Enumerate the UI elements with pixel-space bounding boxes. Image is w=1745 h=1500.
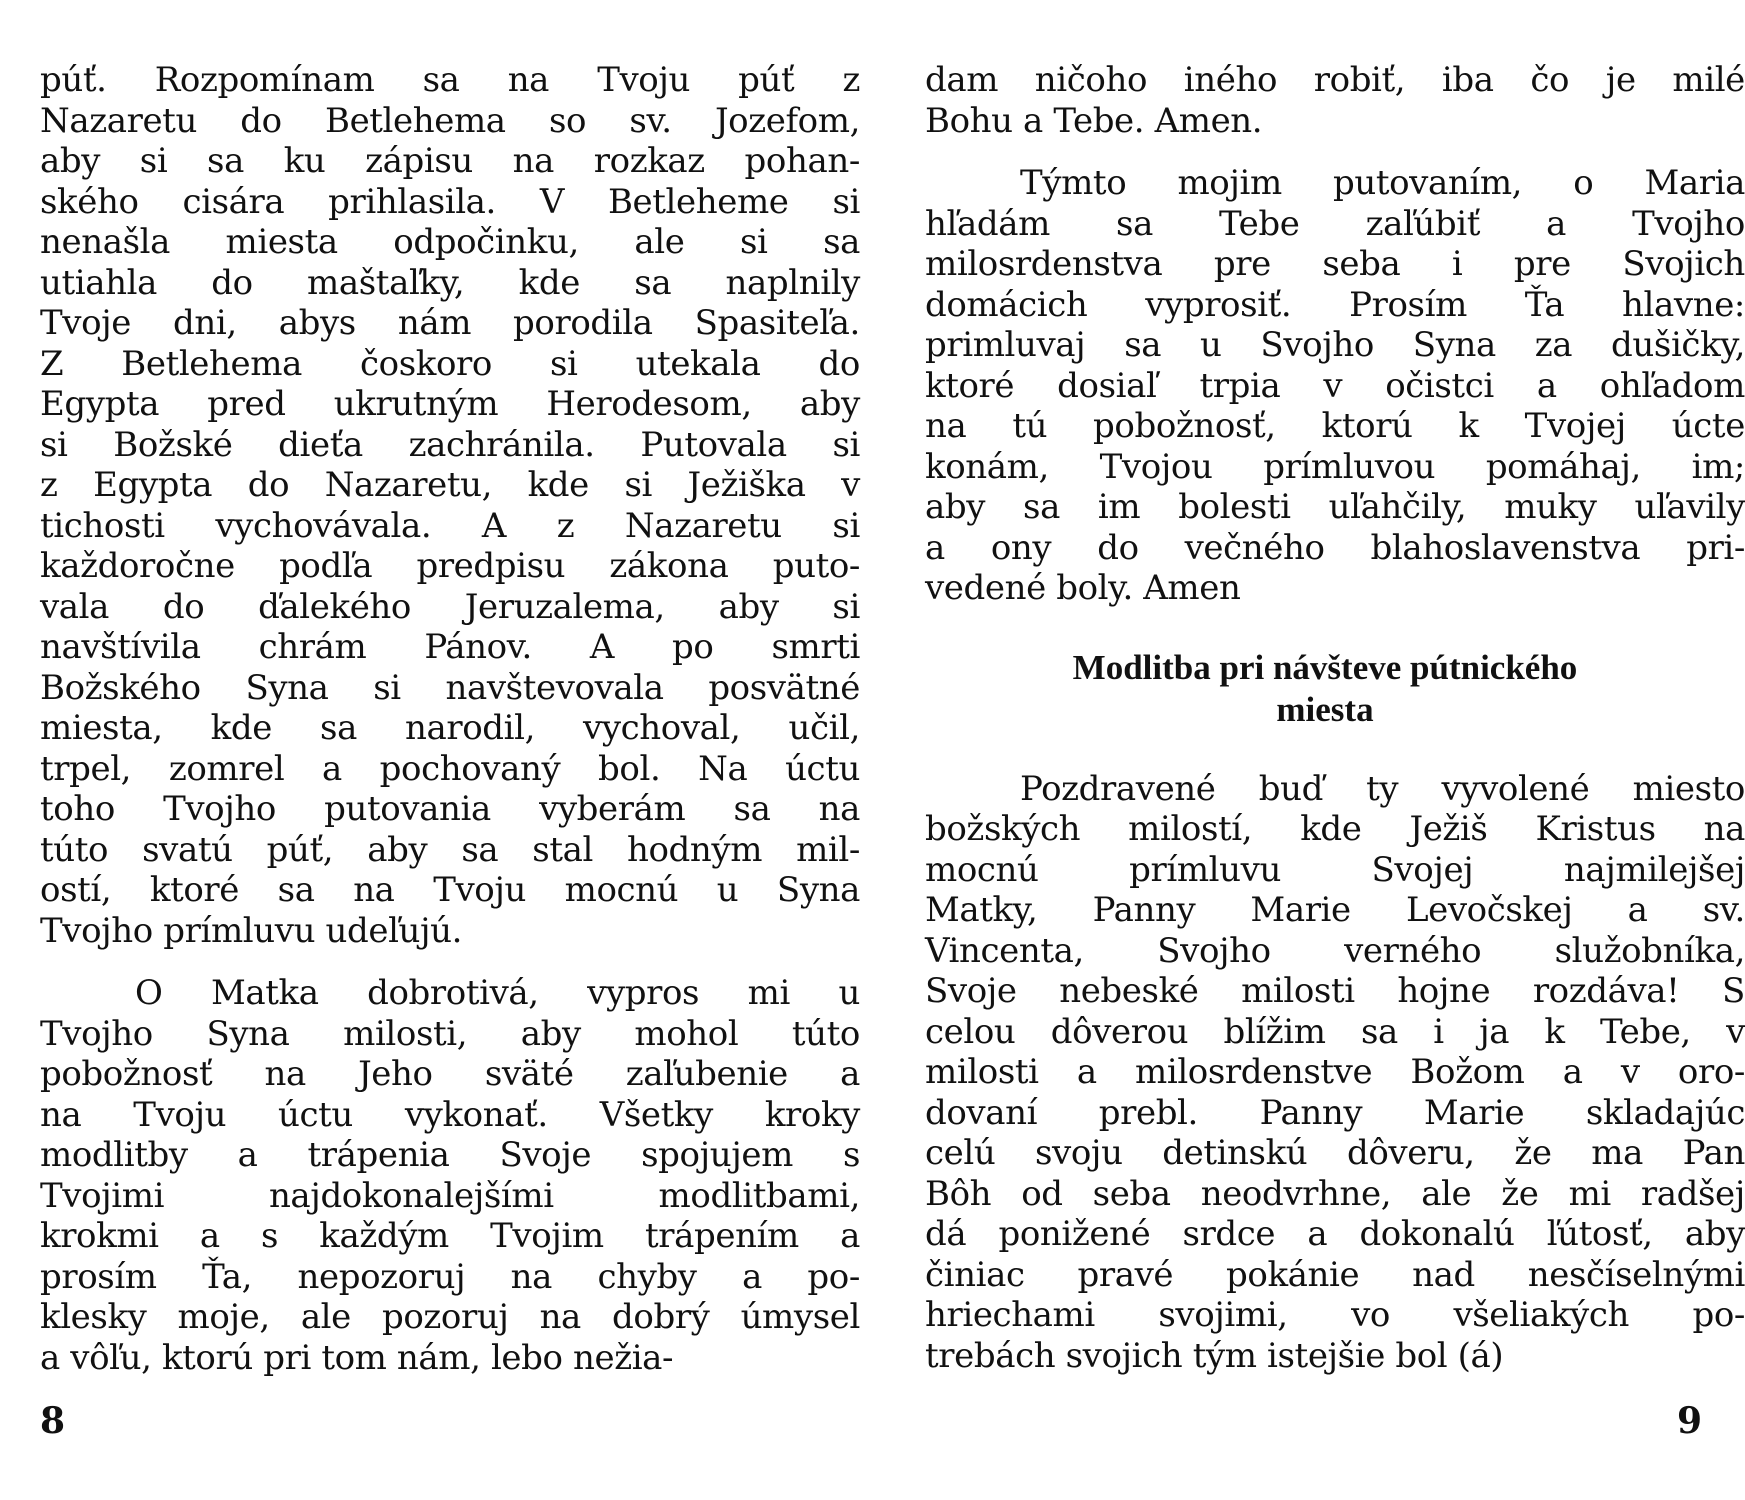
text-line: konám, Tvojou prímluvou pomáhaj, im;: [925, 446, 1745, 487]
text-line: klesky moje, ale pozoruj na dobrý úmysel: [40, 1297, 860, 1337]
text-line: Týmto mojim putovaním, o Maria: [1020, 163, 1745, 203]
right-paragraph-1: [925, 60, 1745, 163]
text-line: Egypta pred ukrutným Herodesom, aby: [40, 384, 860, 424]
text-line: Tvoje dni, abys nám porodila Spasiteľa.: [40, 303, 860, 343]
text-line: aby sa im bolesti uľahčily, muky uľavily: [925, 487, 1745, 527]
text-line: dá ponižené srdce a dokonalú ľútosť, aby: [925, 1214, 1745, 1254]
text-line: O Matka dobrotivá, vypros mi u: [135, 973, 860, 1013]
text-line: Tvojimi najdokonalejšími modlitbami,: [40, 1175, 860, 1216]
text-line: navštívila chrám Pánov. A po smrti: [40, 627, 860, 667]
text-line: Z Betlehema čoskoro si utekala do: [40, 343, 860, 384]
text-line: na Tvoju úctu vykonať. Všetky kroky: [40, 1094, 860, 1135]
text-line: Božského Syna si navštevovala posvätné: [40, 667, 860, 708]
page-number-left: 8: [40, 1400, 66, 1442]
section-heading-line-2: miesta: [1276, 689, 1374, 729]
text-line: ktoré dosiaľ trpia v očistci a ohľadom: [925, 365, 1745, 406]
section-heading: [925, 647, 1725, 731]
text-line: ostí, ktoré sa na Tvoju mocnú u Syna: [40, 870, 860, 910]
text-line: vedené boly. Amen: [925, 568, 1241, 608]
text-line: pobožnosť na Jeho sväté zaľubenie a: [40, 1054, 860, 1094]
text-line: hriechami svojimi, vo všeliakých po-: [925, 1295, 1745, 1335]
text-line: Bôh od seba neodvrhne, ale že mi radšej: [925, 1173, 1745, 1214]
right-page: [925, 60, 1745, 1376]
text-line: Nazaretu do Betlehema so sv. Jozefom,: [40, 100, 860, 141]
text-line: Svoje nebeské milosti hojne rozdáva! S: [925, 971, 1745, 1011]
section-heading-line-1: Modlitba pri návšteve pútnického: [1072, 647, 1578, 687]
text-line: krokmi a s každým Tvojim trápením a: [40, 1216, 860, 1256]
text-line: Bohu a Tebe. Amen.: [925, 100, 1263, 141]
text-line: Pozdravené buď ty vyvolené miesto: [1020, 768, 1745, 809]
text-line: činiac pravé pokánie nad nesčíselnými: [925, 1254, 1745, 1295]
text-line: Tvojho prímluvu udeľujú.: [40, 910, 463, 951]
text-line: a ony do večného blahoslavenstva pri-: [925, 527, 1745, 568]
text-line: z Egypta do Nazaretu, kde si Ježiška v: [40, 465, 860, 505]
left-paragraph-2: [40, 973, 860, 1378]
text-line: celú svoju detinskú dôveru, že ma Pan: [925, 1133, 1745, 1173]
text-line: Matky, Panny Marie Levočskej a sv.: [925, 890, 1745, 930]
right-paragraph-2: [925, 163, 1745, 609]
text-line: modlitby a trápenia Svoje spojujem s: [40, 1135, 860, 1175]
text-line: a vôľu, ktorú pri tom nám, lebo nežia-: [40, 1337, 674, 1378]
text-line: nenašla miesta odpočinku, ale si sa: [40, 222, 860, 262]
text-line: si Božské dieťa zachránila. Putovala si: [40, 424, 860, 465]
text-line: miesta, kde sa narodil, vychoval, učil,: [40, 708, 860, 748]
left-paragraph-1: [40, 60, 860, 973]
text-line: túto svatú púť, aby sa stal hodným mil-: [40, 829, 860, 870]
right-paragraph-3: [925, 769, 1745, 1377]
text-line: aby si sa ku zápisu na rozkaz pohan-: [40, 141, 860, 181]
text-line: primluvaj sa u Svojho Syna za dušičky,: [925, 325, 1745, 365]
text-line: utiahla do maštaľky, kde sa naplnily: [40, 262, 860, 303]
text-line: hľadám sa Tebe zaľúbiť a Tvojho: [925, 203, 1745, 244]
text-line: milosti a milosrdenstve Božom a v oro-: [925, 1052, 1745, 1092]
text-line: dam ničoho iného robiť, iba čo je milé: [925, 60, 1745, 100]
text-line: domácich vyprosiť. Prosím Ťa hlavne:: [925, 284, 1745, 325]
text-line: na tú pobožnosť, ktorú k Tvojej úcte: [925, 406, 1745, 446]
text-line: trpel, zomrel a pochovaný bol. Na úctu: [40, 748, 860, 789]
text-line: mocnú prímluvu Svojej najmilejšej: [925, 849, 1745, 890]
text-line: vala do ďalekého Jeruzalema, aby si: [40, 586, 860, 627]
text-line: Tvojho Syna milosti, aby mohol túto: [40, 1013, 860, 1054]
text-line: každoročne podľa predpisu zákona puto-: [40, 546, 860, 586]
page-number-right: 9: [1677, 1400, 1703, 1442]
text-line: prosím Ťa, nepozoruj na chyby a po-: [40, 1256, 860, 1297]
text-line: ského cisára prihlasila. V Betleheme si: [40, 181, 860, 222]
left-page: [40, 60, 860, 1378]
text-line: milosrdenstva pre seba i pre Svojich: [925, 244, 1745, 284]
text-line: púť. Rozpomínam sa na Tvoju púť z: [40, 60, 860, 100]
text-line: Vincenta, Svojho verného služobníka,: [925, 930, 1745, 971]
text-line: božských milostí, kde Ježiš Kristus na: [925, 809, 1745, 849]
text-line: tichosti vychovávala. A z Nazaretu si: [40, 505, 860, 546]
text-line: dovaní prebl. Panny Marie skladajúc: [925, 1092, 1745, 1133]
text-line: toho Tvojho putovania vyberám sa na: [40, 789, 860, 829]
text-line: celou dôverou blížim sa i ja k Tebe, v: [925, 1011, 1745, 1052]
text-line: trebách svojich tým istejšie bol (á): [925, 1335, 1504, 1376]
